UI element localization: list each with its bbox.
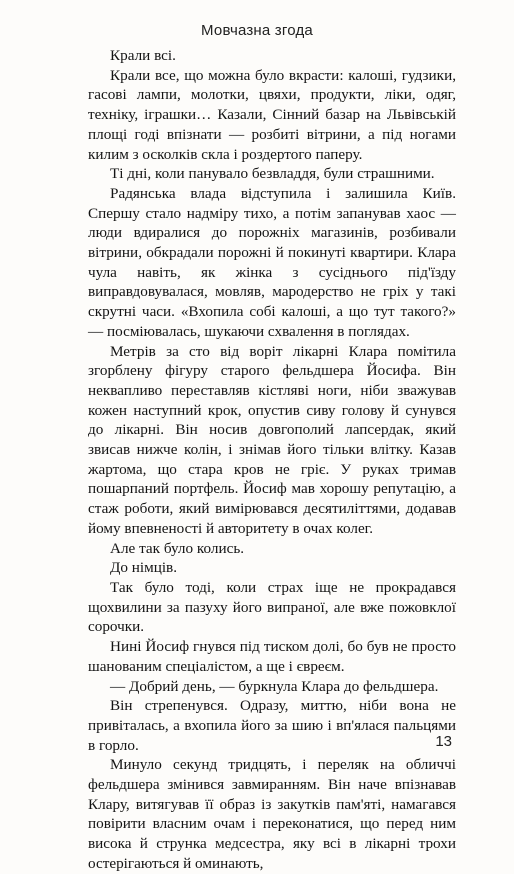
paragraph: До німців. bbox=[110, 559, 178, 577]
paragraph: Метрів за сто від воріт лікарні Клара помітила згорблену фігуру старого фельдшера Йосифа. Він неквапливо переставляв кістляві ноги, ніби зважував кожен наступний крок, опустив сиву голову й сунувся до лікарні. Він носив довгополий лапсердак, який звисав нижче колін, і знімав його тільки влітку. Казав жартома, що стара кров не гріє. У руках тримав пошарпаний портфель. Йосиф мав хорошу репутацію, а стаж роботи, який вимірювався десятиліттями, додавав йому впевненості й авторитету в очах колег. bbox=[88, 342, 456, 537]
paragraph: — Добрий день, — буркнула Клара до фельдшера. bbox=[110, 677, 439, 695]
paragraph: Радянська влада відступила і залишила Київ. Спершу стало надміру тихо, а потім запанував хаос — люди вдиралися до порожніх магазинів, розбивали вітрини, обкрадали порожні й покинуті квартири. Клара чула навіть, як жінка з сусіднього під'їзду виправдовувалася, мовляв, мародерство не гріх у такі скрутні часи. «Вхопила собі калоші, а що тут такого?» — посміювалась, шукаючи схвалення в поглядах. bbox=[88, 184, 456, 340]
running-header: Мовчазна згода bbox=[201, 22, 313, 39]
paragraph: Нині Йосиф гнувся під тиском долі, бо був не просто шанованим спеціалістом, а ще і євреєм. bbox=[88, 638, 456, 675]
body-text bbox=[88, 46, 456, 874]
paragraph: Ті дні, коли панувало безвладдя, були страшними. bbox=[110, 165, 435, 183]
paragraph: Він стрепенувся. Одразу, миттю, ніби вона не привіталась, а вхопила його за шию і вп'ялася пальцями в горло. bbox=[88, 697, 456, 754]
paragraph: Крали все, що можна було вкрасти: калоші, гудзики, гасові лампи, молотки, цвяхи, продукти, ліки, одяг, техніку, іграшки… Казали, Сінний базар на Львівській площі годі впізнати — розбиті вітрини, а під ногами килим з осколків скла і роздертого паперу. bbox=[88, 66, 456, 163]
paragraph: Крали всі. bbox=[110, 47, 176, 64]
paragraph: Так було тоді, коли страх іще не прокрадався щохвилини за пазуху його випраної, але вже пожовклої сорочки. bbox=[88, 578, 456, 636]
page-number: 13 bbox=[435, 733, 452, 750]
paragraph: Минуло секунд тридцять, і переляк на обличчі фельдшера змінився завмиранням. Він наче впізнавав Клару, витягував її образ із закутків пам'яті, намагався повірити власним очам і переконатися, що перед ним висока й струнка медсестра, яку всі в лікарні трохи остерігаються й оминають, bbox=[88, 756, 456, 872]
paragraph: Але так було колись. bbox=[110, 539, 245, 557]
